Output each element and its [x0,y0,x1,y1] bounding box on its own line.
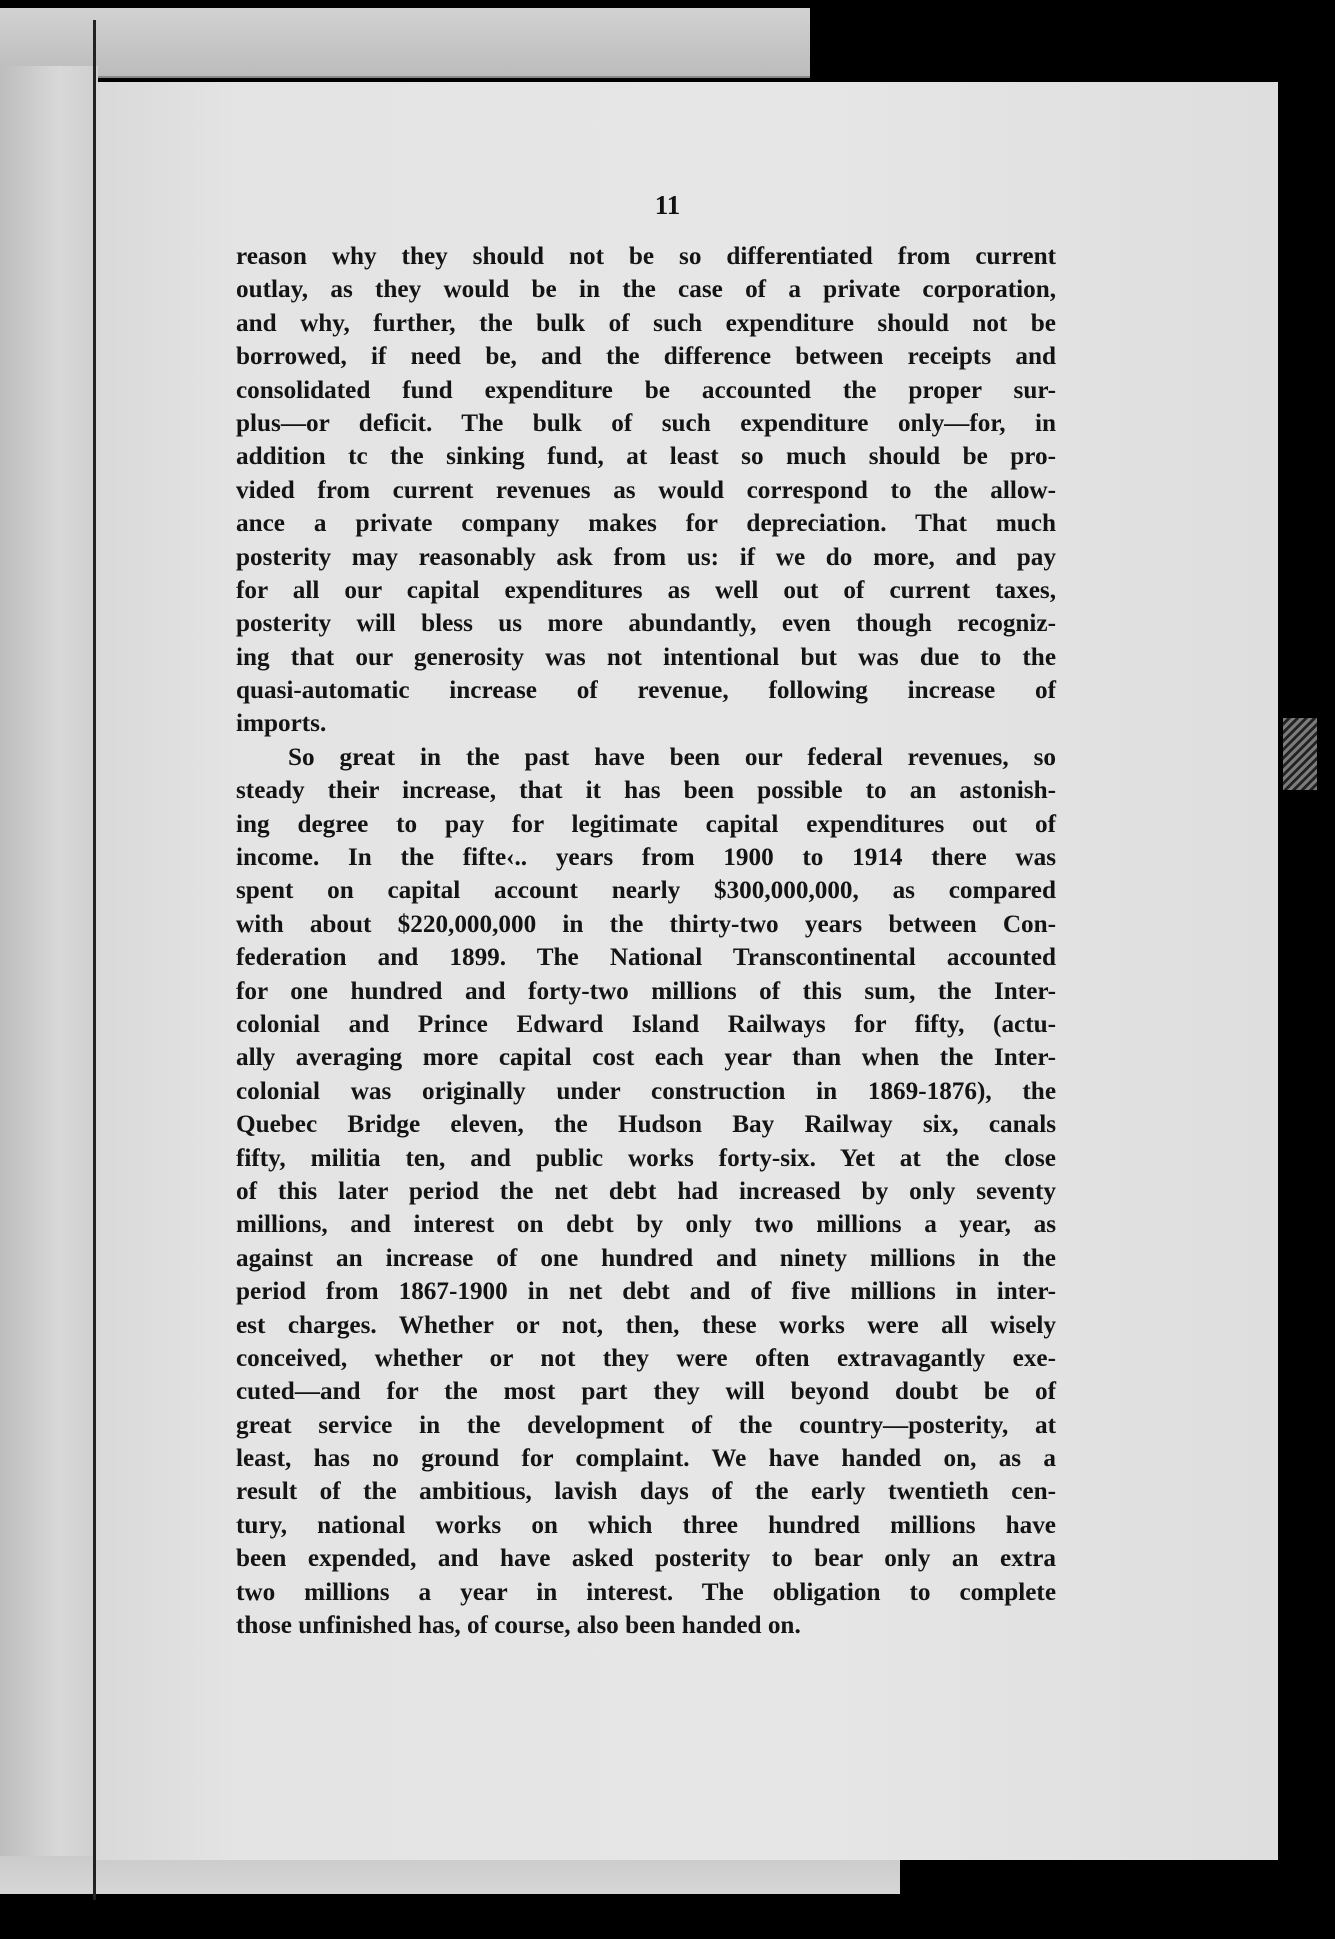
paragraph-1 [236,240,1056,741]
text-line: spent on capital account nearly $300,000,000, as compared [236,877,1056,905]
text-line: income. In the fifte‹.. years from 1900 to 1914 there was [236,844,1056,872]
body-text [236,240,1056,1642]
text-line: those unfinished has, of course, also been handed on. [236,1612,801,1640]
text-line: federation and 1899. The National Transcontinental accounted [236,944,1056,972]
text-line: result of the ambitious, lavish days of the early twentieth cen- [236,1478,1056,1506]
text-line: posterity will bless us more abundantly, even though recogniz- [236,610,1056,638]
text-line: addition tc the sinking fund, at least so much should be pro- [236,443,1056,471]
text-line: for one hundred and forty-two millions of this sum, the Inter- [236,977,1056,1005]
text-line: ing that our generosity was not intentional but was due to the [236,643,1056,671]
margin-scan-artifact [1283,718,1317,790]
text-line: ing degree to pay for legitimate capital expenditures out of [236,810,1056,838]
text-line: consolidated fund expenditure be accounted the proper sur- [236,376,1056,404]
text-line: fifty, militia ten, and public works forty-six. Yet at the close [236,1144,1056,1172]
text-line: plus—or deficit. The bulk of such expenditure only—for, in [236,409,1056,437]
text-line: tury, national works on which three hundred millions have [236,1511,1056,1539]
text-line: colonial and Prince Edward Island Railways for fifty, (actu- [236,1010,1056,1038]
text-line: borrowed, if need be, and the difference between receipts and [236,343,1056,371]
text-line: two millions a year in interest. The obligation to complete [236,1578,1056,1606]
text-line: Quebec Bridge eleven, the Hudson Bay Railway six, canals [236,1111,1056,1139]
text-line: millions, and interest on debt by only two millions a year, as [236,1211,1056,1239]
text-line: against an increase of one hundred and ninety millions in the [236,1244,1056,1272]
text-line: cuted—and for the most part they will beyond doubt be of [236,1378,1056,1406]
text-line: period from 1867-1900 in net debt and of five millions in inter- [236,1278,1056,1306]
text-line: great service in the development of the country—posterity, at [236,1411,1056,1439]
text-line: quasi-automatic increase of revenue, following increase of [236,677,1056,705]
previous-page-edge [0,66,98,1856]
text-line: been expended, and have asked posterity to bear only an extra [236,1545,1056,1573]
text-line: ally averaging more capital cost each year than when the Inter- [236,1044,1056,1072]
text-line: est charges. Whether or not, then, these works were all wisely [236,1311,1056,1339]
text-line: reason why they should not be so differentiated from current [236,243,1056,270]
text-line: of this later period the net debt had increased by only seventy [236,1177,1056,1205]
text-line: vided from current revenues as would correspond to the allow- [236,476,1056,504]
text-line: with about $220,000,000 in the thirty-two years between Con- [236,910,1056,938]
text-line: colonial was originally under construction in 1869-1876), the [236,1077,1056,1105]
text-line: conceived, whether or not they were often extravagantly exe- [236,1344,1056,1372]
text-line: least, has no ground for complaint. We have handed on, as a [236,1445,1056,1473]
text-line: posterity may reasonably ask from us: if we do more, and pay [236,543,1056,571]
text-line: So great in the past have been our federal revenues, so [288,743,1056,771]
text-line: ance a private company makes for depreciation. That much [236,510,1056,538]
page-number: 11 [654,190,681,220]
paragraph-2 [236,741,1056,1643]
text-line: for all our capital expenditures as well out of current taxes, [236,576,1056,604]
text-line: steady their increase, that it has been possible to an astonish- [236,777,1056,805]
text-line: outlay, as they would be in the case of a private corporation, [236,276,1056,304]
text-line: and why, further, the bulk of such expenditure should not be [236,309,1056,337]
top-page-edge [0,8,810,78]
text-line: imports. [236,710,327,738]
